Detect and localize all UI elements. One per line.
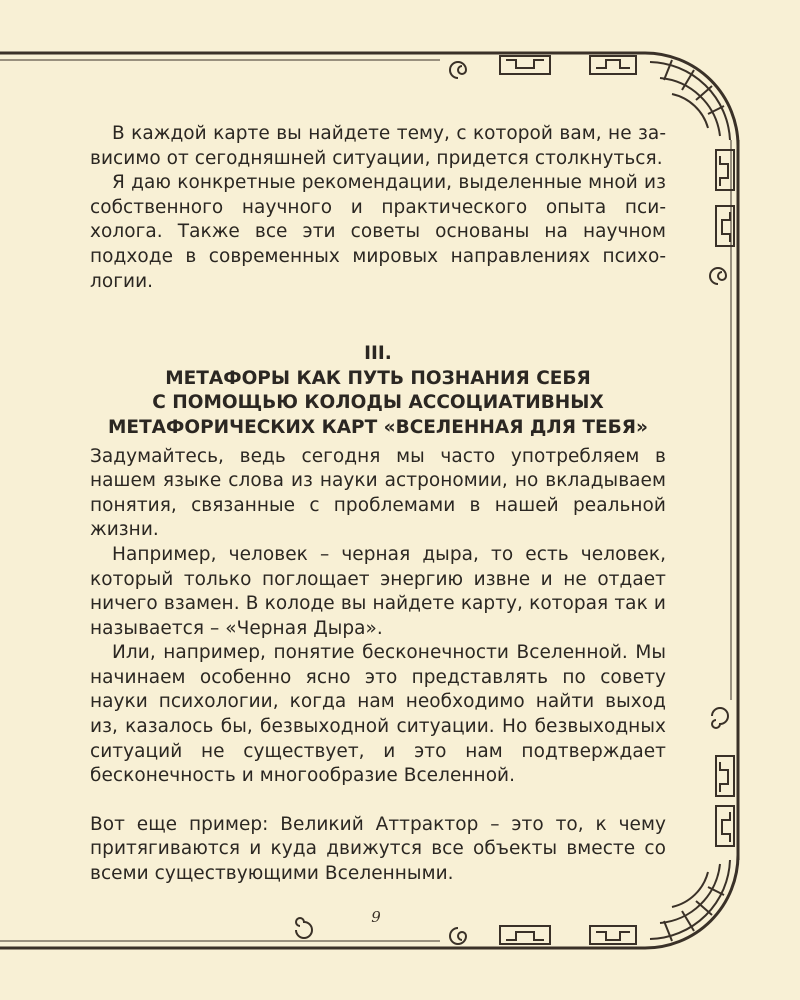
section-title-line: МЕТАФОРЫ КАК ПУТЬ ПОЗНАНИЯ СЕБЯ [165, 367, 591, 389]
section-heading [90, 342, 666, 440]
page-number: 9 [371, 908, 381, 926]
section-number: III. [364, 343, 392, 365]
paragraph: Я даю конкретные рекомендации, выделенные мной из собственного научного и практического опыта психолога. Также все эти советы основаны на научном подходе в современных мировых направлениях психологии. [90, 172, 666, 292]
page-text [90, 122, 666, 887]
section-title-line: С ПОМОЩЬЮ КОЛОДЫ АССОЦИАТИВНЫХ [152, 392, 604, 414]
paragraph: В каждой карте вы найдете тему, с которой вам, не зависимо от сегодняшней ситуации, придется столкнуться. [90, 123, 666, 169]
section-title-line: МЕТАФОРИЧЕСКИХ КАРТ «ВСЕЛЕННАЯ ДЛЯ ТЕБЯ» [108, 416, 648, 438]
paragraph: Вот еще пример: Великий Аттрактор – это то, к чему притягиваются и куда движутся все объекты вместе со всеми существующими Вселенными. [90, 813, 666, 885]
paragraph: Или, например, понятие бесконечности Вселенной. Мы начинаем особенно ясно это представлять по совету науки психологии, когда нам необходимо найти выход из, казалось бы, безвыходной ситуации. Но безвыходных ситуаций не существует, и это нам подтверждает бесконечность и многообразие Вселенной. [90, 642, 666, 787]
paragraph: Задумайтесь, ведь сегодня мы часто употребляем в нашем языке слова из науки астрономии, но вкладываем понятия, связанные с проблемами в нашей реальной жизни. [90, 445, 666, 541]
paragraph: Например, человек – черная дыра, то есть человек, который только поглощает энергию извне и не отдает ничего взамен. В колоде вы найдете карту, которая так и называется – «Черная Дыра». [90, 543, 666, 639]
